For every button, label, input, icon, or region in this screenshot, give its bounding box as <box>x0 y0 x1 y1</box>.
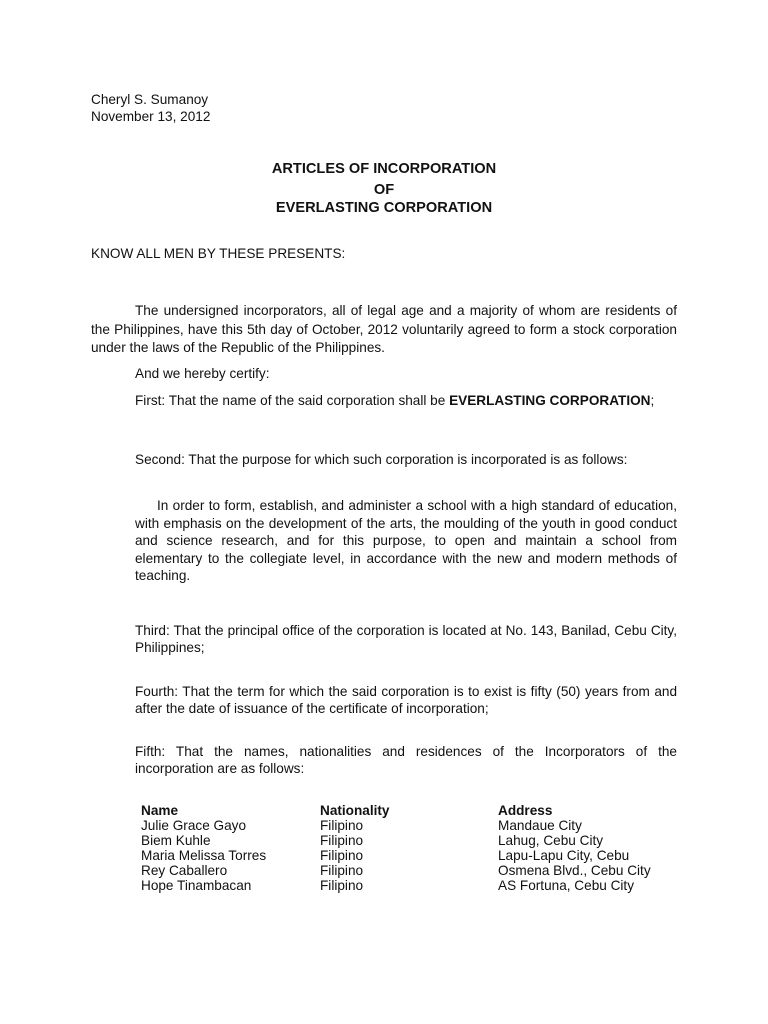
author-name: Cheryl S. Sumanoy <box>91 92 209 107</box>
incorporator-address: AS Fortuna, Cebu City <box>498 878 634 893</box>
second-article: Second: That the purpose for which such corporation is incorporated is as follows: <box>135 452 628 467</box>
opening-statement: KNOW ALL MEN BY THESE PRESENTS: <box>91 246 346 261</box>
incorporator-address: Lahug, Cebu City <box>498 833 604 848</box>
title-line-1: ARTICLES OF INCORPORATION <box>271 161 497 177</box>
incorporator-name: Hope Tinambacan <box>141 878 252 893</box>
first-article <box>135 393 677 410</box>
intro-paragraph: The undersigned incorporators, all of legal age and a majority of whom are residents of the Philippines, have this 5th day of October, 2012 voluntarily agreed to form a stock corporation under the laws of the Republic of the Philippines. <box>91 303 677 355</box>
table-row <box>141 818 663 833</box>
column-header-address: Address <box>498 803 553 818</box>
purpose-paragraph: In order to form, establish, and administer a school with a high standard of education, with emphasis on the development of the arts, the moulding of the youth in good conduct and science research, and for this purpose, to open and maintain a school from elementary to the collegiate level, in accordance with the new and modern methods of teaching. <box>135 498 677 583</box>
incorporator-name: Biem Kuhle <box>141 833 211 848</box>
title-line-2: OF <box>373 182 395 198</box>
fourth-article: Fourth: That the term for which the said corporation is to exist is fifty (50) years from and after the date of issuance of the certificate of incorporation; <box>135 684 677 716</box>
corporation-name: EVERLASTING CORPORATION <box>449 393 651 408</box>
incorporators-table <box>141 803 663 893</box>
incorporator-name: Maria Melissa Torres <box>141 848 267 863</box>
certify-line: And we hereby certify: <box>135 366 270 381</box>
incorporator-nationality: Filipino <box>320 863 364 878</box>
incorporator-nationality: Filipino <box>320 833 364 848</box>
column-header-nationality: Nationality <box>320 803 390 818</box>
incorporator-name: Julie Grace Gayo <box>141 818 247 833</box>
fifth-article: Fifth: That the names, nationalities and residences of the Incorporators of the incorporation are as follows: <box>135 744 677 776</box>
third-article: Third: That the principal office of the corporation is located at No. 143, Banilad, Cebu City, Philippines; <box>135 623 677 655</box>
column-header-name: Name <box>141 803 179 818</box>
table-row <box>141 848 663 863</box>
incorporator-nationality: Filipino <box>320 818 364 833</box>
table-row <box>141 863 663 878</box>
first-article-text: First: That the name of the said corporation shall be <box>135 393 450 408</box>
header-block <box>91 92 210 125</box>
table-row <box>141 833 663 848</box>
first-article-end: ; <box>650 393 655 408</box>
incorporator-nationality: Filipino <box>320 848 364 863</box>
incorporator-address-text: Osmena Blvd., Cebu City <box>498 863 651 878</box>
incorporator-address <box>498 863 663 878</box>
incorporator-nationality: Filipino <box>320 878 364 893</box>
document-date: November 13, 2012 <box>91 108 211 124</box>
table-header-row <box>141 803 663 818</box>
table-row <box>141 878 663 893</box>
incorporator-name: Rey Caballero <box>141 863 228 878</box>
incorporator-address: Lapu-Lapu City, Cebu <box>498 848 630 863</box>
title-line-3: EVERLASTING CORPORATION <box>275 200 493 216</box>
incorporator-address: Mandaue City <box>498 818 582 833</box>
